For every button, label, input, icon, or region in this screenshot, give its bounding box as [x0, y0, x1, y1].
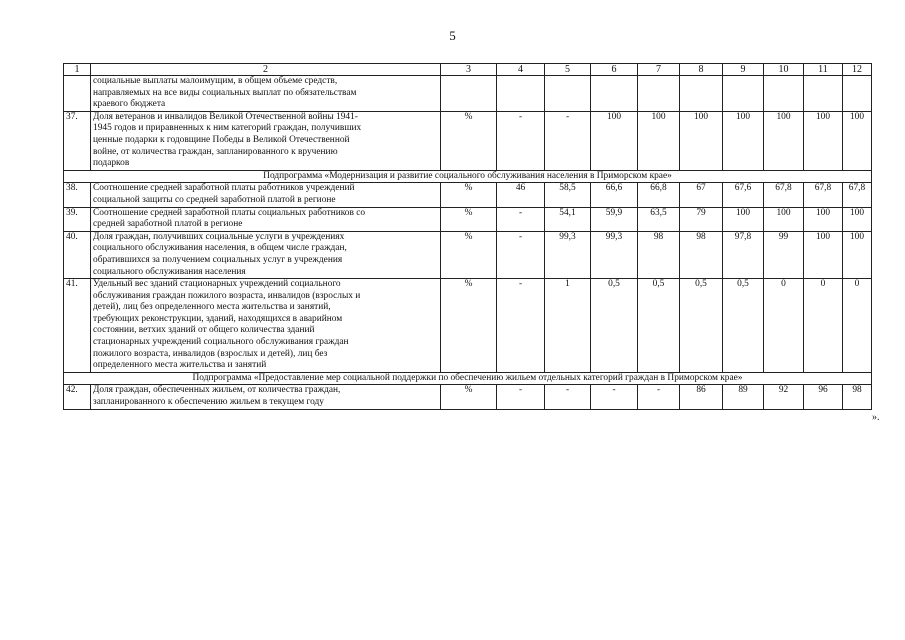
table-row — [64, 385, 872, 409]
column-number: 2 — [91, 64, 441, 76]
description-line: стационарных учреждений социального обслуживания граждан — [93, 337, 349, 348]
description-line: пожилого возраста, инвалидов (взрослых и детей), лиц без — [93, 348, 328, 359]
table-row — [64, 111, 872, 170]
value-cell: 79 — [680, 207, 723, 231]
unit-cell: % — [441, 385, 497, 409]
value-cell: 98 — [843, 385, 872, 409]
column-number: 8 — [680, 64, 723, 76]
value-cell — [680, 76, 723, 112]
value-cell: - — [545, 111, 591, 170]
indicator-description — [91, 111, 441, 170]
value-cell: 86 — [680, 385, 723, 409]
description-line: подарков — [93, 158, 130, 169]
value-cell: 0,5 — [680, 279, 723, 373]
description-line: требующих реконструкции, зданий, находящихся в аварийном — [93, 313, 343, 324]
value-cell: - — [497, 385, 545, 409]
value-cell: 100 — [591, 111, 638, 170]
column-number: 1 — [64, 64, 91, 76]
value-cell: 100 — [843, 111, 872, 170]
subprogram-heading-row — [64, 170, 872, 183]
column-number: 6 — [591, 64, 638, 76]
unit-cell: % — [441, 231, 497, 278]
value-cell: 54,1 — [545, 207, 591, 231]
value-cell: 100 — [804, 111, 843, 170]
column-number: 3 — [441, 64, 497, 76]
indicator-description — [91, 385, 441, 409]
value-cell: 67,8 — [764, 183, 804, 207]
description-line: обратившихся за получением социальных услуг в учреждения — [93, 254, 343, 265]
value-cell: 99,3 — [545, 231, 591, 278]
value-cell: - — [545, 385, 591, 409]
value-cell: 0,5 — [723, 279, 764, 373]
unit-cell: % — [441, 279, 497, 373]
description-line: ценные подарки к годовщине Победы в Великой Отечественной — [93, 134, 350, 145]
value-cell: 100 — [843, 231, 872, 278]
row-number: 42. — [64, 385, 91, 409]
description-line: войне, от количества граждан, запланированного к вручению — [93, 146, 338, 157]
subprogram-heading: Подпрограмма «Модернизация и развитие социального обслуживания населения в Приморском крае» — [64, 170, 872, 183]
value-cell: 58,5 — [545, 183, 591, 207]
row-number — [64, 76, 91, 112]
value-cell: 99,3 — [591, 231, 638, 278]
table-row — [64, 279, 872, 373]
value-cell: 0,5 — [591, 279, 638, 373]
description-line: обслуживания граждан пожилого возраста, инвалидов (взрослых и — [93, 290, 361, 301]
description-line: Соотношение средней заработной платы социальных работников со — [93, 207, 366, 218]
value-cell: 67,8 — [804, 183, 843, 207]
description-line: средней заработной платой в регионе — [93, 219, 243, 230]
unit-cell — [441, 76, 497, 112]
closing-quote-mark: ». — [872, 412, 880, 423]
table-row — [64, 183, 872, 207]
description-line: Доля граждан, получивших социальные услуги в учреждениях — [93, 231, 345, 242]
indicator-description — [91, 76, 441, 112]
description-line: краевого бюджета — [93, 99, 166, 110]
indicator-description — [91, 207, 441, 231]
value-cell: - — [497, 207, 545, 231]
value-cell: 92 — [764, 385, 804, 409]
description-line: Доля граждан, обеспеченных жильем, от количества граждан, — [93, 385, 341, 396]
value-cell — [638, 76, 680, 112]
subprogram-heading-row — [64, 372, 872, 385]
unit-cell: % — [441, 111, 497, 170]
table-row — [64, 207, 872, 231]
value-cell: 98 — [638, 231, 680, 278]
value-cell: - — [591, 385, 638, 409]
indicator-table — [63, 63, 872, 410]
description-line: запланированного к обеспечению жильем в текущем году — [93, 397, 324, 408]
description-line: социального обслуживания населения — [93, 266, 246, 277]
value-cell: 59,9 — [591, 207, 638, 231]
indicator-description — [91, 183, 441, 207]
column-number: 5 — [545, 64, 591, 76]
value-cell: 100 — [804, 207, 843, 231]
description-line: состоянии, ветхих зданий от общего количества зданий — [93, 325, 315, 336]
row-number: 38. — [64, 183, 91, 207]
value-cell: 100 — [764, 111, 804, 170]
value-cell: 67,6 — [723, 183, 764, 207]
value-cell: 100 — [723, 207, 764, 231]
indicator-description — [91, 231, 441, 278]
description-line: направляемых на все виды социальных выплат по обязательствам — [93, 87, 357, 98]
value-cell: 0 — [804, 279, 843, 373]
description-line: детей), лиц без определенного места жительства и занятий, — [93, 302, 331, 313]
value-cell — [591, 76, 638, 112]
column-number: 11 — [804, 64, 843, 76]
value-cell: 66,8 — [638, 183, 680, 207]
column-number-row — [64, 64, 872, 76]
description-line: Соотношение средней заработной платы работников учреждений — [93, 183, 355, 194]
value-cell — [545, 76, 591, 112]
row-number: 39. — [64, 207, 91, 231]
value-cell: 1 — [545, 279, 591, 373]
value-cell: 0,5 — [638, 279, 680, 373]
value-cell — [843, 76, 872, 112]
value-cell: 67,8 — [843, 183, 872, 207]
value-cell: 97,8 — [723, 231, 764, 278]
subprogram-heading: Подпрограмма «Предоставление мер социальной поддержки по обеспечению жильем отдельных категорий граждан в Приморском крае» — [64, 372, 872, 385]
table-row — [64, 231, 872, 278]
column-number: 7 — [638, 64, 680, 76]
value-cell: 46 — [497, 183, 545, 207]
value-cell: - — [497, 279, 545, 373]
value-cell: 100 — [843, 207, 872, 231]
column-number: 10 — [764, 64, 804, 76]
value-cell — [723, 76, 764, 112]
value-cell: - — [497, 111, 545, 170]
column-number: 4 — [497, 64, 545, 76]
row-number: 41. — [64, 279, 91, 373]
value-cell: 99 — [764, 231, 804, 278]
value-cell: 66,6 — [591, 183, 638, 207]
description-line: Удельный вес зданий стационарных учреждений социального — [93, 279, 341, 290]
value-cell: 96 — [804, 385, 843, 409]
description-line: Доля ветеранов и инвалидов Великой Отечественной войны 1941- — [93, 111, 358, 122]
value-cell — [804, 76, 843, 112]
value-cell: 100 — [638, 111, 680, 170]
description-line: социальные выплаты малоимущим, в общем объеме средств, — [93, 76, 338, 86]
value-cell: 0 — [764, 279, 804, 373]
page-number: 5 — [449, 28, 456, 43]
row-number: 37. — [64, 111, 91, 170]
row-number: 40. — [64, 231, 91, 278]
description-line: 1945 годов и приравненных к ним категорий граждан, получивших — [93, 123, 362, 134]
value-cell: 89 — [723, 385, 764, 409]
unit-cell: % — [441, 207, 497, 231]
description-line: определенного места жительства и занятий — [93, 360, 267, 371]
value-cell: 63,5 — [638, 207, 680, 231]
value-cell: - — [638, 385, 680, 409]
value-cell: 0 — [843, 279, 872, 373]
value-cell: 100 — [723, 111, 764, 170]
column-number: 12 — [843, 64, 872, 76]
description-line: социального обслуживания населения, в общем числе граждан, — [93, 243, 347, 254]
value-cell: - — [497, 231, 545, 278]
column-number: 9 — [723, 64, 764, 76]
value-cell: 100 — [680, 111, 723, 170]
value-cell: 100 — [764, 207, 804, 231]
value-cell: 98 — [680, 231, 723, 278]
value-cell: 67 — [680, 183, 723, 207]
value-cell — [764, 76, 804, 112]
unit-cell: % — [441, 183, 497, 207]
indicator-description — [91, 279, 441, 373]
value-cell: 100 — [804, 231, 843, 278]
description-line: социальной защиты со средней заработной платой в регионе — [93, 194, 336, 205]
value-cell — [497, 76, 545, 112]
table-row — [64, 76, 872, 112]
